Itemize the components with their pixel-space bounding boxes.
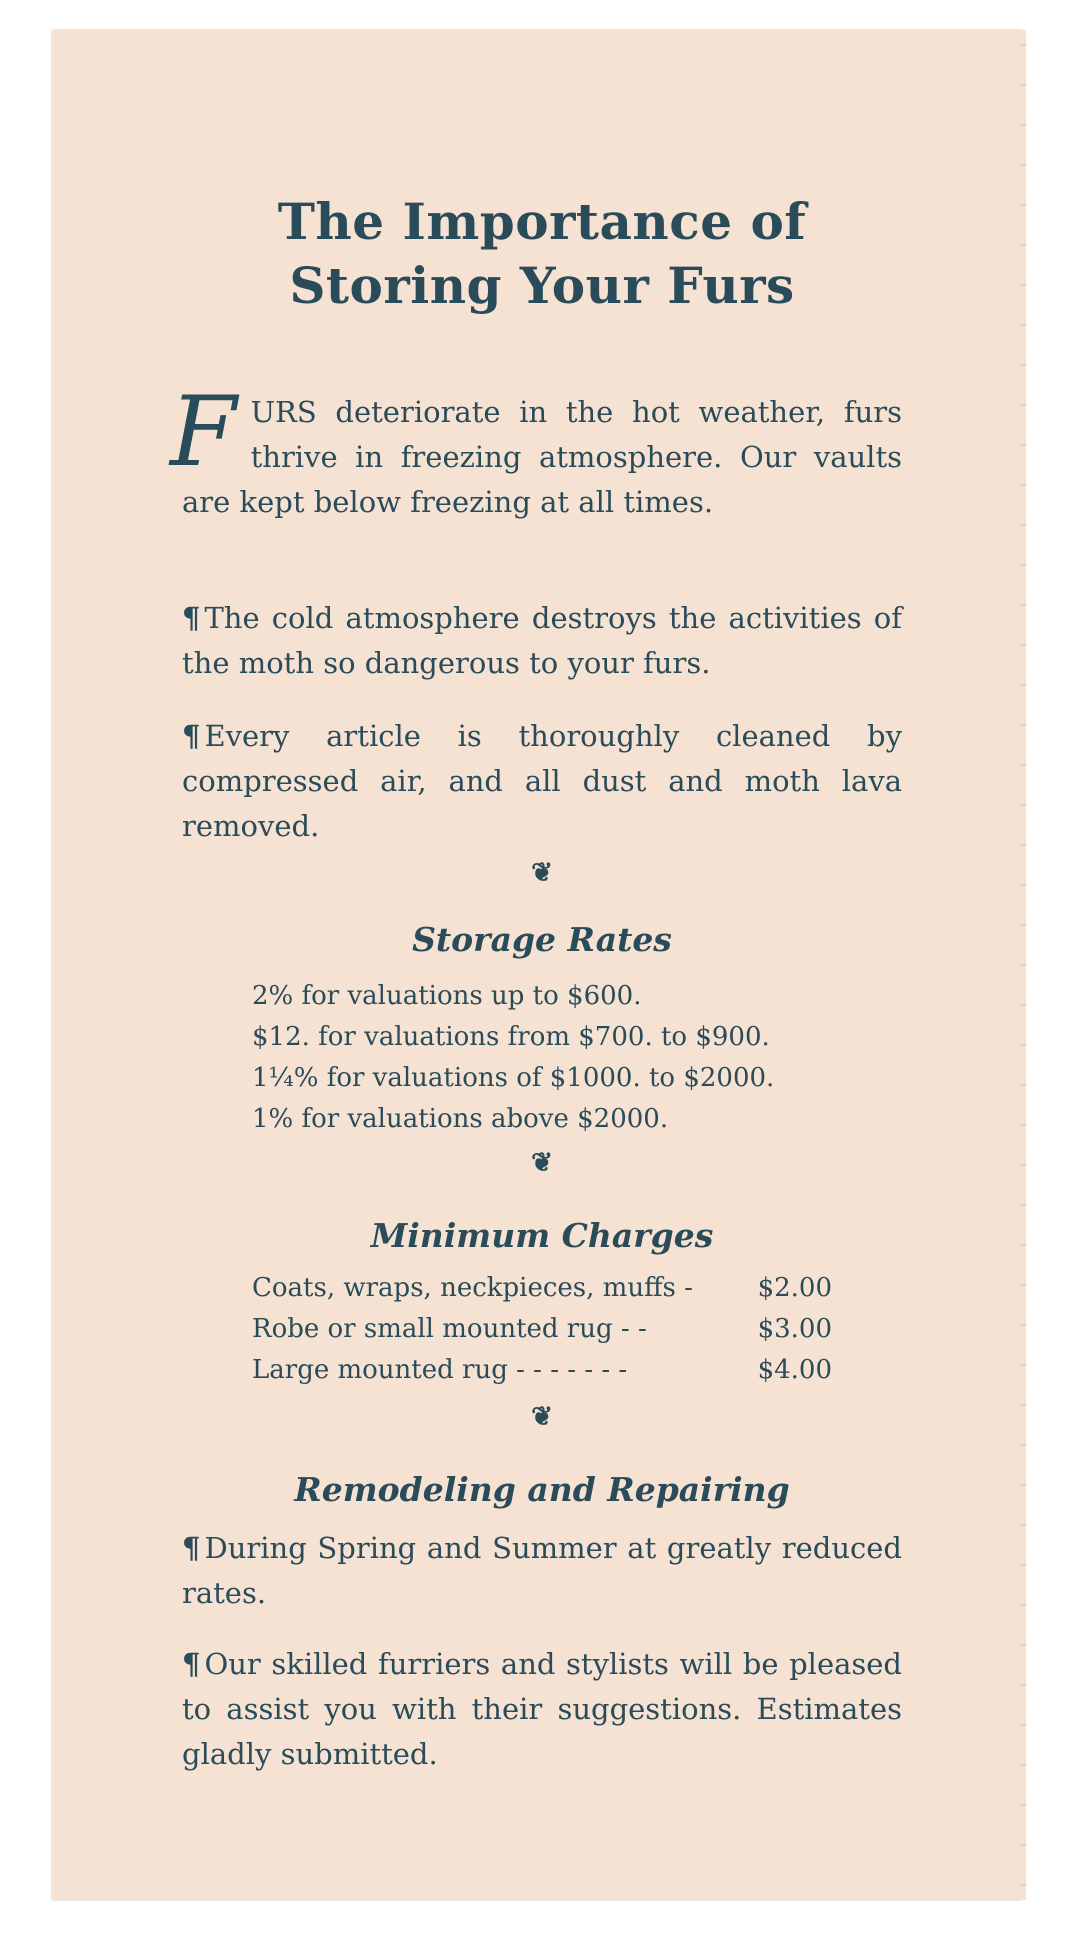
document-page [52,30,1022,1900]
rate-item: 1% for valuations above $2000. [252,1104,669,1134]
minimum-charges-list [252,1268,832,1391]
title-line-2: Storing Your Furs [289,256,795,315]
pilcrow-icon: ¶ [182,1531,201,1565]
storage-rates-list [252,976,812,1140]
paragraph-rates [182,1526,902,1616]
paragraph-cleaning [182,714,902,849]
pilcrow-icon: ¶ [182,1647,201,1681]
storage-rates-heading: Storage Rates [412,920,672,959]
rate-item: 1¼% for valuations of $1000. to $2000. [252,1063,775,1093]
paragraph-text: The cold atmosphere destroys the activities of the moth so dangerous to your furs. [182,601,902,680]
charge-price: $3.00 [757,1314,832,1344]
drop-cap: F [170,376,237,488]
rate-item: 2% for valuations up to $600. [252,981,642,1011]
charge-label: Robe or small mounted rug - - [252,1314,647,1344]
ornament-icon: ❦ [531,1148,553,1178]
rate-item: $12. for valuations from $700. to $900. [252,1022,770,1052]
paragraph-text: During Spring and Summer at greatly reduced rates. [182,1531,902,1610]
remodeling-heading: Remodeling and Repairing [294,1470,790,1509]
charge-row [252,1350,832,1391]
charge-price: $4.00 [757,1355,832,1385]
charge-row [252,1268,832,1309]
paragraph-moth [182,596,902,686]
charge-row [252,1309,832,1350]
pilcrow-icon: ¶ [182,719,201,753]
ornament-icon: ❦ [531,1402,553,1432]
intro-text: URS deteriorate in the hot weather, furs thrive in freezing atmosphere. Our vaults are kept below freezing at all times. [182,395,902,519]
paragraph-furriers [182,1642,902,1777]
pilcrow-icon: ¶ [182,601,201,635]
charge-label: Coats, wraps, neckpieces, muffs - [252,1273,693,1303]
intro-paragraph [170,376,902,525]
charge-price: $2.00 [757,1273,832,1303]
ornament-icon: ❦ [531,858,553,888]
minimum-charges-heading: Minimum Charges [370,1216,714,1255]
paragraph-text: Our skilled furriers and stylists will be pleased to assist you with their suggestions. Estimates gladly submitted. [182,1647,902,1771]
title-line-1: The Importance of [277,192,807,251]
paragraph-text: Every article is thoroughly cleaned by compressed air, and all dust and moth lava removed. [182,719,902,843]
charge-label: Large mounted rug - - - - - - - [252,1355,628,1385]
page-title [182,190,902,318]
